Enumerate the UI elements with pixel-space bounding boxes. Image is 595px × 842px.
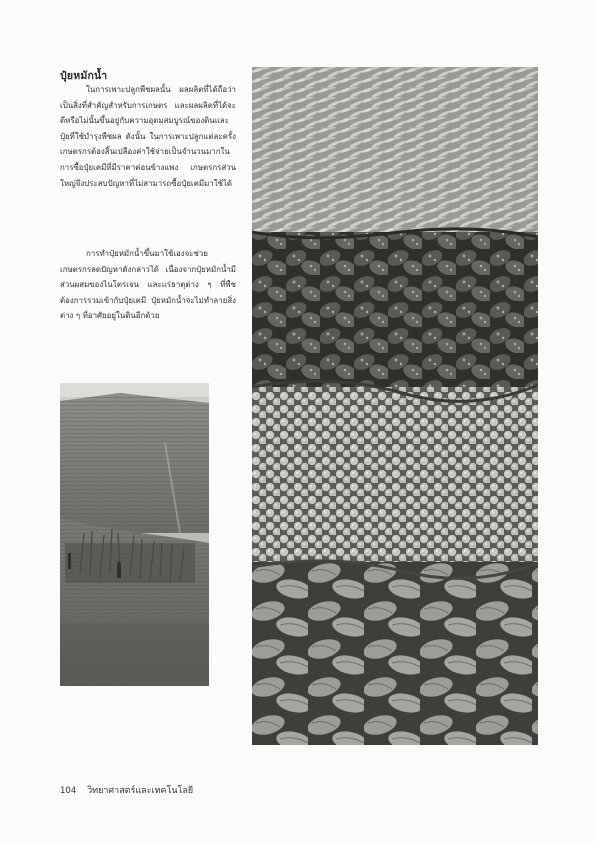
page-footer <box>60 783 360 797</box>
seeds-collage-photo <box>252 67 538 745</box>
book-title: วิทยาศาสตร์และเทคโนโลยี <box>87 786 194 796</box>
page-number: 104 <box>60 786 77 796</box>
article-paragraph-2: การทำปุ๋ยหมักน้ำขึ้นมาใช้เองจะช่วยเกษตรกรลดปัญหาดังกล่าวได้ เนื่องจากปุ๋ยหมักน้ำมีส่วนผสมของไนโตรเจน และแร่ธาตุต่าง ๆ ที่พืชต้องการรวมเข้ากับปุ๋ยเคมี ปุ๋ยหมักน้ำจะไม่ทำลายสิ่งต่าง ๆ ที่อาศัยอยู่ในดินอีกด้วย <box>60 249 236 321</box>
article-heading: ปุ๋ยหมักน้ำ <box>60 70 108 82</box>
field-photo <box>60 383 209 686</box>
article-paragraph-1: ในการเพาะปลูกพืชผลนั้น ผลผลิตที่ได้ถือว่าเป็นสิ่งที่สำคัญสำหรับการเกษตร และผลผลิตที่ได้จะดีหรือไม่นั้นขึ้นอยู่กับความอุดมสมบูรณ์ของดินและปุ๋ยที่ใช้บำรุงพืชผล ดังนั้น ในการเพาะปลูกแต่ละครั้งเกษตรกรต้องสิ้นเปลืองค่าใช้จ่ายเป็นจำนวนมากในการซื้อปุ๋ยเคมีที่มีราคาค่อนข้างแพง เกษตรกรส่วนใหญ่จึงประสบปัญหาที่ไม่สามารถซื้อปุ๋ยเคมีมาใช้ได้ <box>60 85 236 188</box>
